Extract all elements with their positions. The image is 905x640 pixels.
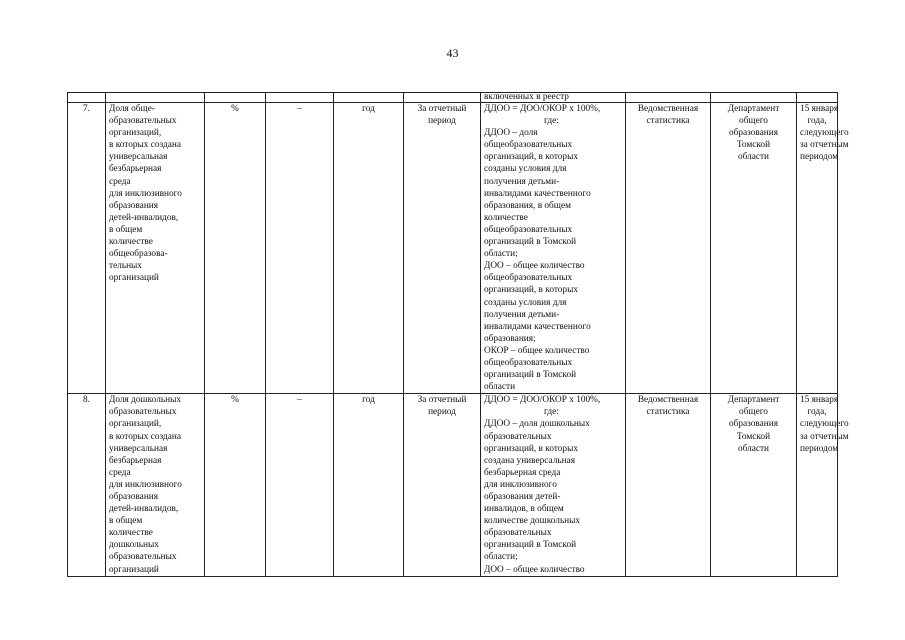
text-line: года, bbox=[807, 407, 827, 418]
text-line: За отчетный bbox=[417, 395, 467, 406]
text-line: ОКОР – общее количество bbox=[484, 345, 590, 356]
text-line: тельных bbox=[109, 261, 142, 272]
text-line: образования, в общем bbox=[484, 200, 571, 211]
text-line: безбарьерная bbox=[109, 455, 162, 466]
text-line: универсальная bbox=[109, 443, 168, 454]
text-line: организаций в Томской bbox=[484, 540, 577, 551]
text-line: Томской bbox=[736, 431, 771, 442]
text-line: детей-инвалидов, bbox=[109, 504, 179, 515]
formula-head: ДДОО = ДОО/ОКОР х 100%, bbox=[484, 104, 601, 114]
text-line: инвалидами качественного bbox=[484, 321, 591, 332]
text-line: области; bbox=[484, 249, 518, 260]
text-line: общеобразовательных bbox=[484, 140, 573, 151]
text-line: образовательных bbox=[109, 407, 177, 418]
indicator-table bbox=[67, 92, 849, 577]
text-line: периодом bbox=[800, 152, 839, 163]
formula-where: где: bbox=[544, 116, 559, 127]
dash-cell: – bbox=[266, 394, 334, 576]
text-line: Доля дошкольных bbox=[109, 395, 181, 406]
formula-body bbox=[484, 418, 622, 575]
table-row bbox=[68, 103, 838, 394]
text-line: ДОО – общее количество bbox=[484, 564, 585, 575]
text-line: организаций bbox=[109, 273, 159, 284]
indicator-name bbox=[106, 394, 205, 576]
text-line: в общем bbox=[109, 516, 143, 527]
text-line: области bbox=[484, 382, 516, 393]
text-line: организаций, в которых bbox=[484, 152, 578, 163]
text-line: организаций bbox=[109, 564, 159, 575]
source-cell bbox=[626, 103, 711, 394]
text-line: организаций в Томской bbox=[484, 237, 577, 248]
text-line: ДДОО – доля bbox=[484, 128, 538, 139]
text-line: ДОО – общее количество bbox=[484, 261, 585, 272]
formula-tail: включенных в реестр bbox=[481, 93, 626, 103]
responsible-cell bbox=[711, 394, 797, 576]
text-line: детей-инвалидов, bbox=[109, 212, 179, 223]
formula-cell bbox=[481, 103, 626, 394]
text-line: за отчетным bbox=[800, 431, 849, 442]
text-line: следующего bbox=[800, 128, 849, 139]
text-line: общего bbox=[739, 407, 768, 418]
text-line: образовательных bbox=[484, 431, 552, 442]
text-line: года, bbox=[807, 116, 827, 127]
text-line: 15 января bbox=[800, 395, 839, 406]
text-line: Томской bbox=[736, 140, 771, 151]
text-line: за отчетным bbox=[800, 140, 849, 151]
text-line: период bbox=[428, 407, 456, 418]
text-line: в которых создана bbox=[109, 140, 181, 151]
text-line: области; bbox=[484, 552, 518, 563]
text-line: общеобразовательных bbox=[484, 357, 573, 368]
unit-cell: % bbox=[205, 394, 266, 576]
page-number: 43 bbox=[446, 46, 459, 60]
continuation-row bbox=[68, 93, 838, 103]
text-line: Департамент bbox=[727, 395, 780, 406]
reporting-period-cell bbox=[404, 103, 481, 394]
text-line: дошкольных bbox=[109, 540, 159, 551]
text-line: получения детьми- bbox=[484, 309, 560, 320]
text-line: образования; bbox=[484, 333, 536, 344]
text-line: Ведомственная bbox=[637, 104, 699, 114]
table-row bbox=[68, 394, 838, 576]
text-line: За отчетный bbox=[417, 104, 467, 114]
indicator-name bbox=[106, 103, 205, 394]
text-line: количестве bbox=[109, 237, 153, 248]
text-line: безбарьерная bbox=[109, 164, 162, 175]
text-line: создана универсальная bbox=[484, 455, 575, 466]
text-line: 15 января bbox=[800, 104, 839, 114]
text-line: Ведомственная bbox=[637, 395, 699, 406]
text-line: образования детей- bbox=[484, 492, 561, 502]
dash-cell: – bbox=[266, 103, 334, 394]
text-line: периодом bbox=[800, 443, 839, 454]
text-line: образовательных bbox=[109, 552, 177, 563]
text-line: Департамент bbox=[727, 104, 780, 114]
text-line: для инклюзивного bbox=[484, 479, 557, 490]
deadline-cell bbox=[797, 394, 849, 576]
text-line: следующего bbox=[800, 419, 849, 430]
text-line: организаций, в которых bbox=[484, 443, 578, 454]
text-line: в которых создана bbox=[109, 431, 181, 442]
text-line: общеобразовательных bbox=[484, 273, 573, 284]
source-cell bbox=[626, 394, 711, 576]
formula-where: где: bbox=[544, 407, 559, 418]
text-line: Доля обще- bbox=[109, 104, 155, 114]
row-number: 7. bbox=[68, 103, 106, 394]
reporting-period-cell bbox=[404, 394, 481, 576]
text-line: количестве дошкольных bbox=[484, 516, 581, 527]
formula-cell bbox=[481, 394, 626, 576]
text-line: организаций, bbox=[109, 128, 162, 139]
formula-head: ДДОО = ДОО/ОКОР х 100%, bbox=[484, 395, 601, 406]
text-line: получения детьми- bbox=[484, 176, 560, 187]
text-line: общеобразовательных bbox=[484, 224, 573, 235]
text-line: образования bbox=[728, 419, 779, 430]
text-line: для инклюзивного bbox=[109, 479, 182, 490]
period-cell: год bbox=[334, 103, 404, 394]
unit-cell: % bbox=[205, 103, 266, 394]
text-line: среда bbox=[109, 176, 131, 187]
text-line: организаций, bbox=[109, 419, 162, 430]
text-line: количестве bbox=[484, 212, 528, 223]
text-line: организаций в Томской bbox=[484, 370, 577, 381]
text-line: универсальная bbox=[109, 152, 168, 163]
text-line: статистика bbox=[646, 116, 690, 127]
text-line: в общем bbox=[109, 224, 143, 235]
period-cell: год bbox=[334, 394, 404, 576]
text-line: для инклюзивного bbox=[109, 188, 182, 199]
text-line: количестве bbox=[109, 528, 153, 539]
text-line: организаций, в которых bbox=[484, 285, 578, 296]
text-line: период bbox=[428, 116, 456, 127]
text-line: общего bbox=[739, 116, 768, 127]
text-line: инвалидами качественного bbox=[484, 188, 591, 199]
text-line: среда bbox=[109, 467, 131, 478]
text-line: созданы условия для bbox=[484, 164, 567, 175]
text-line: области bbox=[737, 152, 770, 163]
text-line: статистика bbox=[646, 407, 690, 418]
text-line: созданы условия для bbox=[484, 297, 567, 308]
text-line: безбарьерная среда bbox=[484, 467, 561, 478]
text-line: образования bbox=[109, 492, 159, 502]
text-line: образования bbox=[109, 200, 159, 211]
row-number: 8. bbox=[68, 394, 106, 576]
responsible-cell bbox=[711, 103, 797, 394]
text-line: образовательных bbox=[109, 116, 177, 127]
text-line: образовательных bbox=[484, 528, 552, 539]
text-line: области bbox=[737, 443, 770, 454]
formula-body bbox=[484, 127, 622, 393]
text-line: ДДОО – доля дошкольных bbox=[484, 419, 590, 430]
text-line: образования bbox=[728, 128, 779, 139]
text-line: инвалидов, в общем bbox=[484, 504, 564, 515]
text-line: общеобразова- bbox=[109, 249, 168, 260]
deadline-cell bbox=[797, 103, 849, 394]
